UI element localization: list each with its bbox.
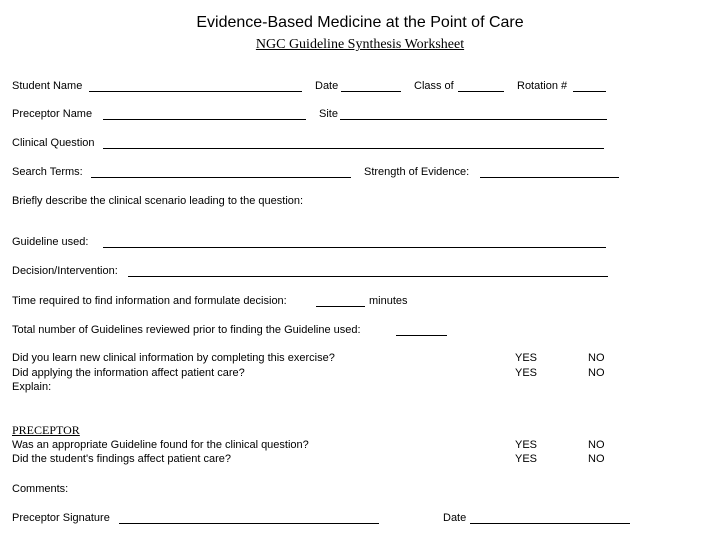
scenario-prompt: Briefly describe the clinical scenario leading to the question:	[12, 195, 304, 207]
worksheet-subtitle: NGC Guideline Synthesis Worksheet	[255, 37, 465, 52]
preceptor-name-label: Preceptor Name	[12, 108, 93, 120]
date-field[interactable]	[341, 91, 401, 92]
student-name-label: Student Name	[12, 80, 83, 92]
strength-of-evidence-label: Strength of Evidence:	[364, 166, 470, 178]
site-label: Site	[319, 108, 338, 120]
question-learn-text: Did you learn new clinical information by completing this exercise?	[12, 352, 335, 364]
preceptor-heading: PRECEPTOR	[12, 423, 80, 437]
class-of-field[interactable]	[458, 91, 504, 92]
guideline-used-field[interactable]	[103, 247, 606, 248]
preceptor-signature-field[interactable]	[119, 523, 379, 524]
decision-label: Decision/Intervention:	[12, 265, 118, 277]
preceptor-question-guideline-no[interactable]: NO	[588, 439, 605, 451]
question-affect-yes[interactable]: YES	[515, 367, 538, 379]
decision-field[interactable]	[128, 276, 608, 277]
total-guidelines-label: Total number of Guidelines reviewed prior to finding the Guideline used:	[12, 324, 361, 336]
question-affect-no[interactable]: NO	[588, 367, 605, 379]
guideline-used-label: Guideline used:	[12, 236, 89, 248]
class-of-label: Class of	[414, 80, 454, 92]
preceptor-question-findings-no[interactable]: NO	[588, 453, 605, 465]
strength-of-evidence-field[interactable]	[480, 177, 619, 178]
question-learn-yes[interactable]: YES	[515, 352, 538, 364]
signature-date-field[interactable]	[470, 523, 630, 524]
clinical-question-field[interactable]	[103, 148, 604, 149]
time-required-field[interactable]	[316, 306, 365, 307]
search-terms-field[interactable]	[91, 177, 351, 178]
question-affect-text: Did applying the information affect patient care?	[12, 367, 245, 379]
comments-label: Comments:	[12, 483, 69, 495]
preceptor-question-findings-text: Did the student's findings affect patient care?	[12, 453, 231, 465]
minutes-label: minutes	[369, 295, 408, 307]
preceptor-question-guideline-text: Was an appropriate Guideline found for the clinical question?	[12, 439, 309, 451]
explain-label: Explain:	[12, 381, 52, 393]
search-terms-label: Search Terms:	[12, 166, 83, 178]
preceptor-question-guideline-yes[interactable]: YES	[515, 439, 538, 451]
worksheet-title: Evidence-Based Medicine at the Point of Care	[196, 14, 524, 31]
clinical-question-label: Clinical Question	[12, 137, 95, 149]
date-label: Date	[315, 80, 339, 92]
rotation-field[interactable]	[573, 91, 606, 92]
student-name-field[interactable]	[89, 91, 302, 92]
time-required-label: Time required to find information and formulate decision:	[12, 295, 287, 307]
site-field[interactable]	[340, 119, 607, 120]
preceptor-question-findings-yes[interactable]: YES	[515, 453, 538, 465]
rotation-label: Rotation #	[517, 80, 568, 92]
question-learn-no[interactable]: NO	[588, 352, 605, 364]
signature-date-label: Date	[443, 512, 467, 524]
total-guidelines-field[interactable]	[396, 335, 447, 336]
preceptor-name-field[interactable]	[103, 119, 306, 120]
preceptor-signature-label: Preceptor Signature	[12, 512, 110, 524]
